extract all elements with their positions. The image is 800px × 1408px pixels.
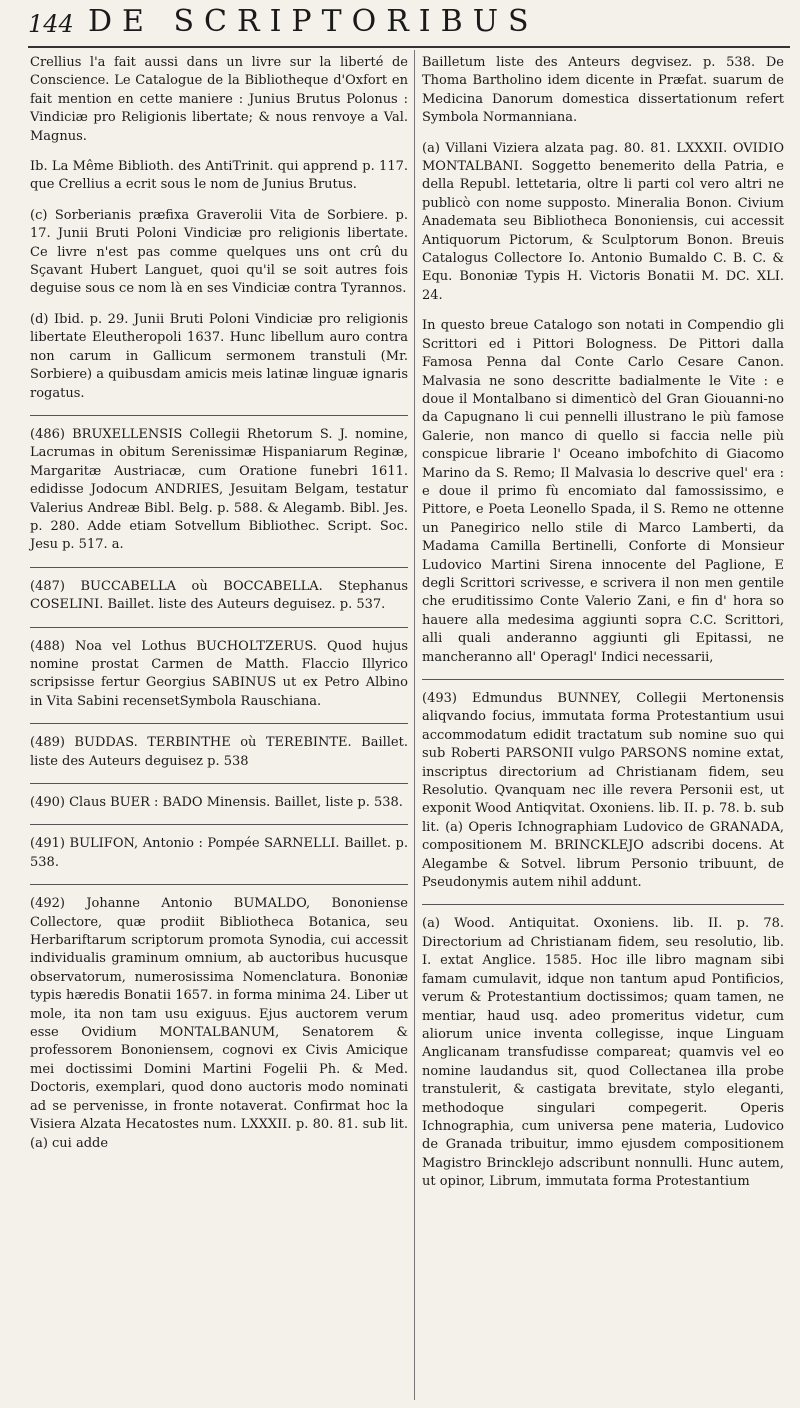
- column-divider: [414, 50, 415, 1400]
- left-paragraph: Ib. La Même Biblioth. des AntiTrinit. qui apprend p. 117. que Crellius a ecrit sous le nom de Junius Brutus.: [30, 159, 408, 193]
- entry-separator: [422, 679, 784, 680]
- entry-separator: [30, 627, 408, 628]
- header-rule: [28, 46, 790, 48]
- entry-489: (489) BUDDAS. TERBINTHE où TEREBINTE. Baillet. liste des Auteurs deguisez p. 538: [30, 735, 408, 769]
- entry-486: (486) BRUXELLENSIS Collegii Rhetorum S. J. nomine, Lacrumas in obitum Serenissimæ Hispaniarum Reginæ, Margaritæ Austriacæ, cum Oratione funebri 1611. edidisse Jodocum ANDRIES, Jesuitam Belgam, testatur Valerius Andreæ Bibl. Belg. p. 588. & Alegamb. Bibl. Jes. p. 280. Adde etiam Sotvellum Bibliothec. Script. Soc. Jesu p. 517. a.: [30, 426, 408, 553]
- entry-493: (493) Edmundus BUNNEY, Collegii Mertonensis aliqvando focius, immutata forma Protestantium usui accommodatum edidit tractatum sub nomine suo qui sub Roberti PARSONII vulgo PARSONS nomine extat, inscriptus directorium ad Christianam fidem, seu Resolutio. Qvanquam nec ille revera Personii est, ut exponit Wood Antiqvitat. Oxoniens. lib. II. p. 78. b. sub lit. (a) Operis Ichnographiam Ludovico de GRANADA, compositionem M. BRINCKLEJO adscribi docens. At Alegambe & Sotvel. librum Personio tribuunt, de Pseudonymis autem nihil addunt.: [422, 691, 784, 891]
- page-number: 144: [28, 10, 74, 38]
- entry-491: (491) BULIFON, Antonio : Pompée SARNELLI. Baillet. p. 538.: [30, 836, 408, 870]
- entry-separator: [422, 904, 784, 905]
- left-column: [30, 54, 408, 1165]
- footnote-d: (d) Ibid. p. 29. Junii Bruti Poloni Vindiciæ pro religionis libertate Eleutheropoli 1637. Hunc libellum auro contra non carum in Gallicum sermonem transtuli (Mr. Sorbiere) a quibusdam amicis meis latinæ linguæ ignaris rogatus.: [30, 311, 408, 401]
- footnote-a-wood: (a) Wood. Antiquitat. Oxoniens. lib. II. p. 78. Directorium ad Christianam fidem, seu resolutio, lib. I. extat Anglice. 1585. Hoc ille libro magnam sibi famam cumulavit, idque non tantum apud Pontificios, verum & Protestantium doctissimos; quam tamen, ne mentiar, haud usq. adeo promeritus videtur, cum aliorum unice inventa collegisse, inque Linguam Anglicanam transfudisse compareat; quamvis vel eo nomine laudandus sit, quod Collectanea illa probe transtulerit, & castigata brevitate, stylo eleganti, methodoque singulari compegerit. Operis Ichnographia, cum universa pene materia, Ludovico de Granada tribuitur, immo ejusdem compositionem Magistro Brincklejo adscribunt nonnulli. Hunc autem, ut opinor, Librum, immutata forma Protestantium: [422, 916, 784, 1190]
- footnote-a: (a) Villani Viziera alzata pag. 80. 81. LXXXII. OVIDIO MONTALBANI. Soggetto benemerito della Patria, e della Republ. lettetaria, oltre li parti col vero altri ne publicò con nome supposto. Mineralia Bonon. Civium Anademata seu Bibliotheca Bononiensis, cui accessit Antiquorum Pictorum, & Sculptorum Bonon. Breuis Catalogus Collectore Io. Antonio Bumaldo C. B. C. & Equ. Bononiæ Typis H. Victoris Bonatii M. DC. XLI. 24.: [422, 140, 784, 303]
- running-title: DE SCRIPTORIBUS: [88, 4, 539, 39]
- entry-separator: [30, 723, 408, 724]
- entry-488: (488) Noa vel Lothus BUCHOLTZERUS. Quod hujus nomine prostat Carmen de Matth. Flaccio Illyrico scripsisse fertur Georgius SABINUS ut ex Petro Albino in Vita Sabini recensetSymbola Rauschiana.: [30, 638, 408, 709]
- entry-492: (492) Johanne Antonio BUMALDO, Bononiense Collectore, quæ prodiit Bibliotheca Botanica, seu Herbariftarum scriptorum promota Synodia, cui accessit individualis graminum omnium, ab auctoribus hucusque observatorum, numerosissima Nomenclatura. Bononiæ typis hæredis Bonatii 1657. in forma minima 24. Liber ut mole, ita non tam usu exiguus. Ejus auctorem verum esse Ovidium MONTALBANUM, Senatorem & professorem Bononiensem, cognovi ex Civis Amicique mei doctissimi Domini Martini Fogelii Ph. & Med. Doctoris, exemplari, quod dono auctoris modo nominati ad se pervenisse, in fronte notaverat. Confirmat hoc la Visiera Alzata Hecatostes num. LXXXII. p. 80. 81. sub lit. (a) cui adde: [30, 896, 408, 1151]
- entry-487: (487) BUCCABELLA où BOCCABELLA. Stephanus COSELINI. Baillet. liste des Auteurs deguisez. p. 537.: [30, 578, 408, 613]
- entry-separator: [30, 783, 408, 784]
- entry-490: (490) Claus BUER : BADO Minensis. Baillet, liste p. 538.: [30, 795, 403, 810]
- right-paragraph: In questo breue Catalogo son notati in Compendio gli Scrittori ed i Pittori Bologness. De Pittori dalla Famosa Penna dal Conte Carlo Cesare Canon. Malvasia ne sono descritte badialmente le Vite : e doue il Montalbano si dimenticò del Gran Giouanni-no da Capugnano li cui pennelli illustrano le più famose Galerie, non manco di quello si faccia nelle più conspicue librarie l' Oceano imbofchito di Giacomo Marino da S. Remo; Il Malvasia lo descrive quel' era : e doue il primo fù encomiato dal famossissimo, e Pittore, e Poeta Leonello Spada, il S. Remo ne ottenne un Panegirico nello stile di Marco Lamberti, da Madama Camilla Bertinelli, Conforte di Monsieur Ludovico Martini Sirena innocente del Paglione, E degli Scrittori scrivesse, e scrivera il non men gentile che eruditissimo Conte Valerio Zani, e fin d' hora so hauere alla medesima aggiunti sopra C.C. Scrittori, alli quali anderanno aggiunti gli Epitassi, ne mancheranno all' Operagl' Indici necessarii,: [422, 318, 784, 665]
- right-paragraph: Bailletum liste des Anteurs degvisez. p. 538. De Thoma Bartholino idem dicente in Præfat. suarum de Medicina Danorum domestica dissertationum refert Symbola Normanniana.: [422, 55, 784, 126]
- entry-separator: [30, 415, 408, 416]
- right-column: [422, 54, 784, 1204]
- entry-separator: [30, 567, 408, 568]
- footnote-c: (c) Sorberianis præfixa Graverolii Vita de Sorbiere. p. 17. Junii Bruti Poloni Vindiciæ pro religionis libertate. Ce livre n'est pas comme quelques uns ont crû du Sçavant Hubert Languet, quoi qu'il se soit autres fois deguise sous ce nom là en ses Vindiciæ contra Tyrannos.: [30, 207, 408, 297]
- entry-separator: [30, 824, 408, 825]
- entry-separator: [30, 884, 408, 885]
- left-paragraph: Crellius l'a fait aussi dans un livre sur la liberté de Conscience. Le Catalogue de la Bibliotheque d'Oxfort en fait mention en cette maniere : Junius Brutus Polonus : Vindiciæ pro Religionis libertate; & nous renvoye a Val. Magnus.: [30, 55, 408, 144]
